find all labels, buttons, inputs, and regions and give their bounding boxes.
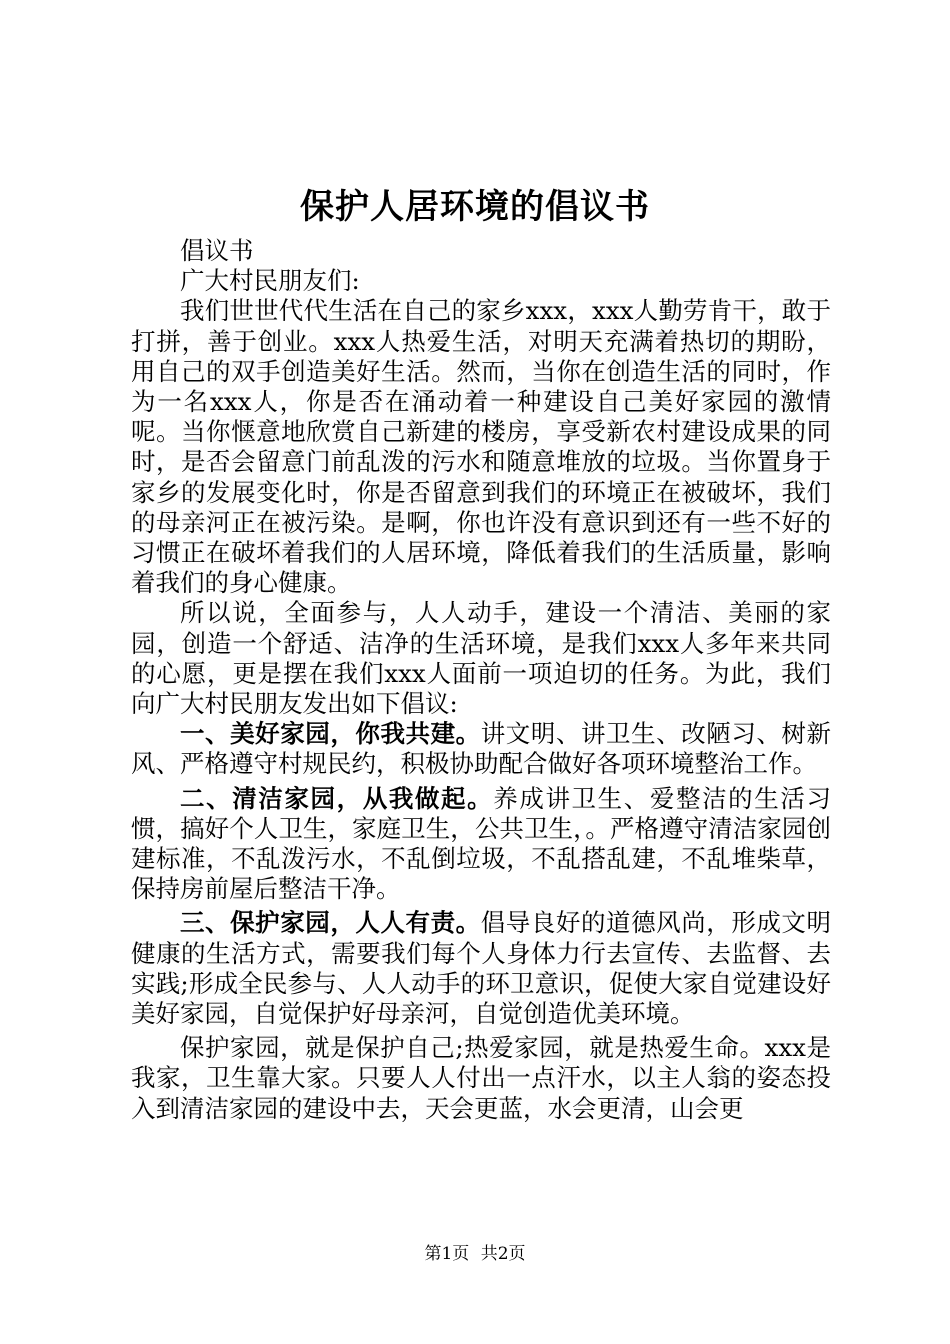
document-body xyxy=(131,236,831,1124)
page-number-total: 共2页 xyxy=(480,1244,526,1264)
document-title: 保护人居环境的倡议书 xyxy=(300,187,650,227)
heading-line: 倡议书 xyxy=(180,236,254,265)
page-footer xyxy=(0,1242,950,1266)
page-number-current: 第1页 xyxy=(424,1244,470,1264)
salutation-line: 广大村民朋友们: xyxy=(180,266,360,296)
proposal-3 xyxy=(131,908,831,1029)
proposal-2-heading: 二、清洁家园，从我做起。 xyxy=(180,783,494,813)
proposal-2 xyxy=(131,784,831,905)
closing-paragraph: 保护家园，就是保护自己;热爱家园，就是热爱生命。xxx是我家，卫生靠大家。只要人人付出一点汗水，以主人翁的姿态投入到清洁家园的建设中去，天会更蓝，水会更清，山会更 xyxy=(131,1033,831,1123)
proposal-3-text: 倡导良好的道德风尚，形成文明健康的生活方式，需要我们每个人身体力行去宣传、去监督、去实践;形成全民参与、人人动手的环卫意识，促使大家自觉建设好美好家园，自觉保护好母亲河，自觉创造优美环境。 xyxy=(131,908,831,1029)
body-paragraph-2: 所以说，全面参与，人人动手，建设一个清洁、美丽的家园，创造一个舒适、洁净的生活环境，是我们xxx人多年来共同的心愿，更是摆在我们xxx人面前一项迫切的任务。为此，我们向广大村民朋友发出如下倡议: xyxy=(131,598,831,719)
proposal-3-heading: 三、保护家园，人人有责。 xyxy=(180,908,481,938)
proposal-1 xyxy=(131,719,831,779)
proposal-1-text: 讲文明、讲卫生、改陋习、树新风、严格遵守村规民约，积极协助配合做好各项环境整治工作。 xyxy=(131,719,831,779)
body-paragraph-1: 我们世世代代生活在自己的家乡xxx，xxx人勤劳肯干，敢于打拼，善于创业。xxx人热爱生活，对明天充满着热切的期盼，用自己的双手创造美好生活。然而，当你在创造生活的同时，作为一名xxx人，你是否在涌动着一种建设自己美好家园的激情呢。当你惬意地欣赏自己新建的楼房，享受新农村建设成果的同时，是否会留意门前乱泼的污水和随意堆放的垃圾。当你置身于家乡的发展变化时，你是否留意到我们的环境正在被破坏，我们的母亲河正在被污染。是啊，你也许没有意识到还有一些不好的习惯正在破坏着我们的人居环境，降低着我们的生活质量，影响着我们的身心健康。 xyxy=(131,296,831,598)
proposal-2-text: 养成讲卫生、爱整洁的生活习惯，搞好个人卫生，家庭卫生，公共卫生，。严格遵守清洁家园创建标准，不乱泼污水，不乱倒垃圾，不乱搭乱建，不乱堆柴草，保持房前屋后整洁干净。 xyxy=(131,783,831,904)
proposal-1-heading: 一、美好家园，你我共建。 xyxy=(180,719,481,749)
